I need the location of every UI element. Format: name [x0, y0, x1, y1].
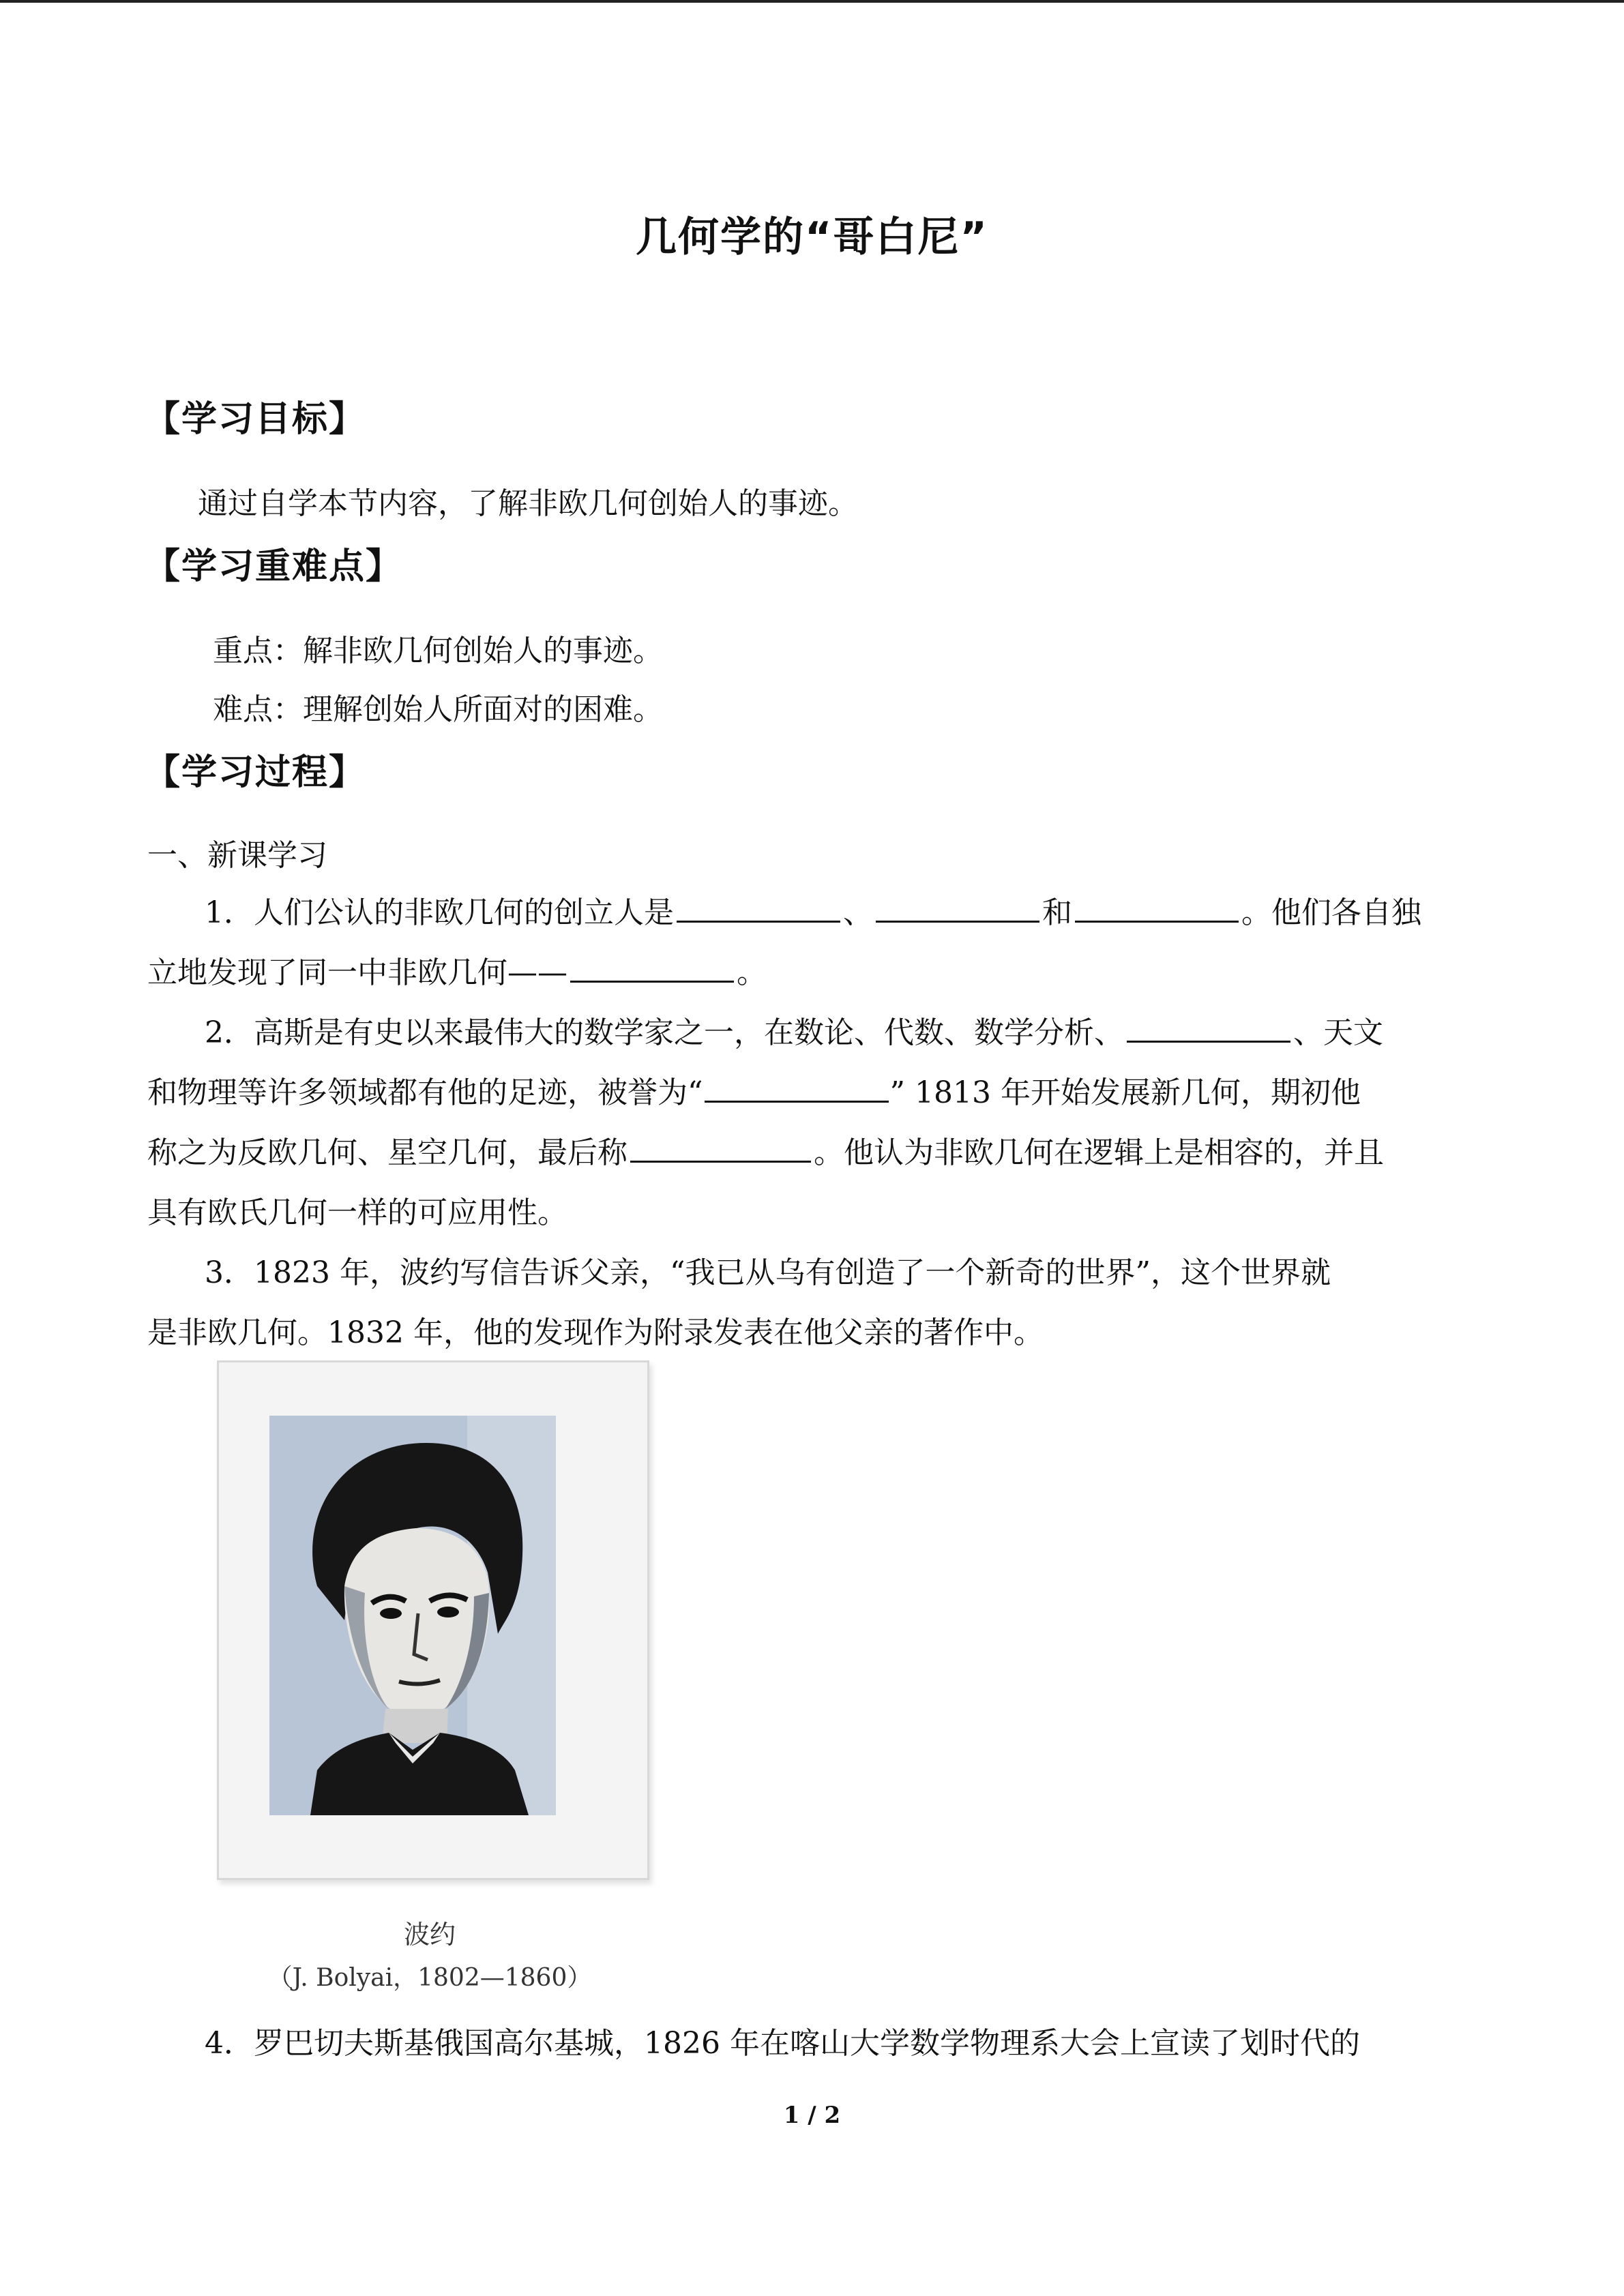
- q3-line-1: 3．1823 年，波约写信告诉父亲，“我已从乌有创造了一个新奇的世界”，这个世界就: [205, 1255, 1331, 1290]
- q2-text-b-end: ” 1813 年开始发展新几何，期初他: [889, 1075, 1361, 1110]
- q1-line-1: [205, 888, 1421, 931]
- q1-text-a: 1．人们公认的非欧几何的创立人是: [205, 895, 674, 930]
- q2-blank-2[interactable]: [705, 1072, 889, 1103]
- heading-learning-process: 【学习过程】: [145, 752, 366, 793]
- q2-text-a: 2．高斯是有史以来最伟大的数学家之一，在数论、代数、数学分析、: [205, 1015, 1124, 1050]
- q1-blank-4[interactable]: [570, 952, 734, 983]
- q1-line-2: [147, 948, 767, 992]
- heading-learning-goal: 【学习目标】: [145, 399, 366, 440]
- q1-text-b: 立地发现了同一中非欧几何——: [147, 955, 567, 990]
- q1-blank-2[interactable]: [876, 892, 1039, 923]
- q1-text-end: 。他们各自独: [1241, 895, 1421, 930]
- q2-blank-1[interactable]: [1127, 1012, 1290, 1043]
- focus-text: 重点：解非欧几何创始人的事迹。: [213, 633, 663, 668]
- q4-line-1: 4．罗巴切夫斯基俄国高尔基城，1826 年在喀山大学数学物理系大会上宣读了划时代的: [205, 2026, 1360, 2061]
- q2-line-1: [205, 1008, 1383, 1052]
- q3-line-2: 是非欧几何。1832 年，他的发现作为附录发表在他父亲的著作中。: [147, 1315, 1044, 1350]
- q1-blank-3[interactable]: [1075, 892, 1239, 923]
- q1-text-b-end: 。: [737, 955, 767, 990]
- q1-sep-1: 、: [843, 895, 873, 930]
- portrait-caption-name: 波约: [403, 1920, 456, 1950]
- heading-key-points: 【学习重难点】: [145, 546, 403, 587]
- q2-line-4: 具有欧氏几何一样的可应用性。: [147, 1195, 567, 1230]
- goal-text: 通过自学本节内容，了解非欧几何创始人的事迹。: [198, 486, 858, 521]
- portrait-illustration: [269, 1416, 556, 1815]
- q2-text-a-end: 、天文: [1293, 1015, 1383, 1050]
- portrait-caption-dates: （J. Bolyai，1802—1860）: [267, 1964, 592, 1992]
- q2-text-b: 和物理等许多领域都有他的足迹，被誉为“: [147, 1075, 703, 1110]
- q2-text-c-end: 。他认为非欧几何在逻辑上是相容的，并且: [814, 1135, 1384, 1170]
- q2-line-2: [147, 1068, 1361, 1112]
- q2-blank-3[interactable]: [630, 1132, 811, 1163]
- page-top-border: [0, 0, 1624, 3]
- subheading-new-lesson: 一、新课学习: [147, 838, 327, 873]
- page-number: 1 / 2: [783, 2102, 841, 2129]
- portrait-bolyai-image: [269, 1416, 556, 1815]
- q1-blank-1[interactable]: [677, 892, 840, 923]
- q1-sep-2: 和: [1042, 895, 1072, 930]
- difficulty-text: 难点：理解创始人所面对的困难。: [213, 692, 663, 727]
- q2-line-3: [147, 1128, 1384, 1172]
- q2-text-c: 称之为反欧几何、星空几何，最后称: [147, 1135, 628, 1170]
- page-title: 几何学的“哥白尼”: [636, 213, 988, 261]
